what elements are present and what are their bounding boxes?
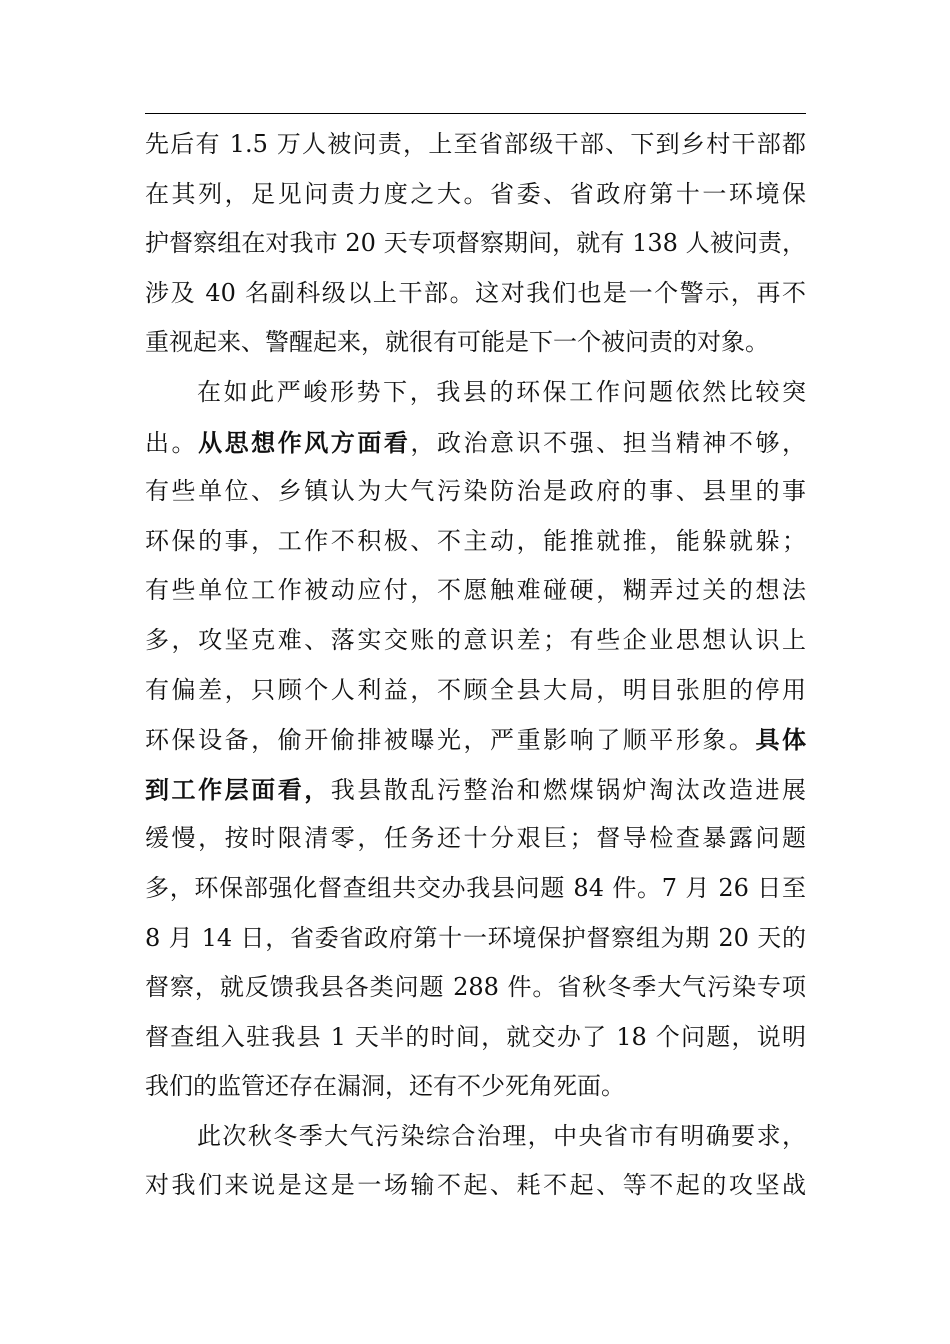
- text-segment: 环保设备，偷开偷排被曝光，严重影响了顺平形象。: [145, 726, 756, 755]
- bold-text-segment: 从思想作风方面看: [198, 427, 411, 457]
- text-segment: 8 月 14 日，省委省政府第十一环境保护督察组为期 20 天的: [145, 923, 806, 952]
- text-segment: ，政治意识不强、担当精神不够，: [410, 428, 807, 457]
- text-segment: 出。: [145, 428, 199, 457]
- text-line: [145, 1013, 806, 1063]
- text-line: [145, 269, 806, 319]
- text-line: [145, 1161, 806, 1211]
- text-line: [145, 566, 806, 616]
- text-segment: 环保的事，工作不积极、不主动，能推就推，能躲就躲；: [145, 526, 806, 555]
- text-segment: 有些单位工作被动应付，不愿触难碰硬，糊弄过关的想法: [145, 576, 806, 605]
- header-rule: [145, 113, 806, 114]
- text-segment: 重视起来、警醒起来，就很有可能是下一个被问责的对象。: [145, 328, 769, 357]
- text-line: [145, 666, 806, 716]
- text-segment: 我县散乱污整治和燃煤锅炉淘汰改造进展: [330, 775, 807, 804]
- text-line: [145, 318, 806, 368]
- text-line: [145, 914, 806, 964]
- text-segment: 涉及 40 名副科级以上干部。这对我们也是一个警示，再不: [145, 278, 806, 307]
- text-segment: 督察，就反馈我县各类问题 288 件。省秋冬季大气污染专项: [145, 973, 806, 1002]
- bold-text-segment: 到工作层面看，: [145, 774, 331, 804]
- text-line: [145, 1062, 806, 1112]
- text-segment: 我们的监管还存在漏洞，还有不少死角死面。: [145, 1072, 625, 1101]
- text-line: [145, 368, 806, 418]
- text-line: [145, 765, 806, 815]
- text-line: [145, 517, 806, 567]
- text-line: [145, 814, 806, 864]
- text-line: [145, 170, 806, 220]
- text-segment: 多，攻坚克难、落实交账的意识差；有些企业思想认识上: [145, 625, 806, 654]
- text-line: [145, 616, 806, 666]
- text-segment: 此次秋冬季大气污染综合治理，中央省市有明确要求，: [197, 1121, 806, 1150]
- text-segment: 对我们来说是这是一场输不起、耗不起、等不起的攻坚战: [145, 1171, 806, 1200]
- text-segment: 护督察组在对我市 20 天专项督察期间，就有 138 人被问责，: [145, 229, 806, 258]
- text-segment: 有些单位、乡镇认为大气污染防治是政府的事、县里的事: [145, 477, 806, 506]
- text-segment: 缓慢，按时限清零，任务还十分艰巨；督导检查暴露问题: [145, 824, 806, 853]
- text-line: [145, 120, 806, 170]
- text-segment: 在如此严峻形势下，我县的环保工作问题依然比较突: [197, 377, 806, 406]
- text-line: [145, 963, 806, 1013]
- text-segment: 先后有 1.5 万人被问责，上至省部级干部、下到乡村干部都: [145, 130, 806, 158]
- text-line: [145, 467, 806, 517]
- text-segment: 有偏差，只顾个人利益，不顾全县大局，明目张胆的停用: [145, 675, 806, 704]
- text-line: [145, 219, 806, 269]
- text-segment: 督查组入驻我县 1 天半的时间，就交办了 18 个问题，说明: [145, 1022, 806, 1051]
- body-text: [145, 120, 806, 1211]
- text-line: [145, 715, 806, 765]
- bold-text-segment: 具体: [755, 725, 807, 755]
- text-segment: 多，环保部强化督查组共交办我县问题 84 件。7 月 26 日至: [145, 873, 806, 902]
- text-segment: 在其列，足见问责力度之大。省委、省政府第十一环境保: [145, 179, 806, 208]
- text-line: [145, 1112, 806, 1162]
- text-line: [145, 864, 806, 914]
- text-line: [145, 418, 806, 468]
